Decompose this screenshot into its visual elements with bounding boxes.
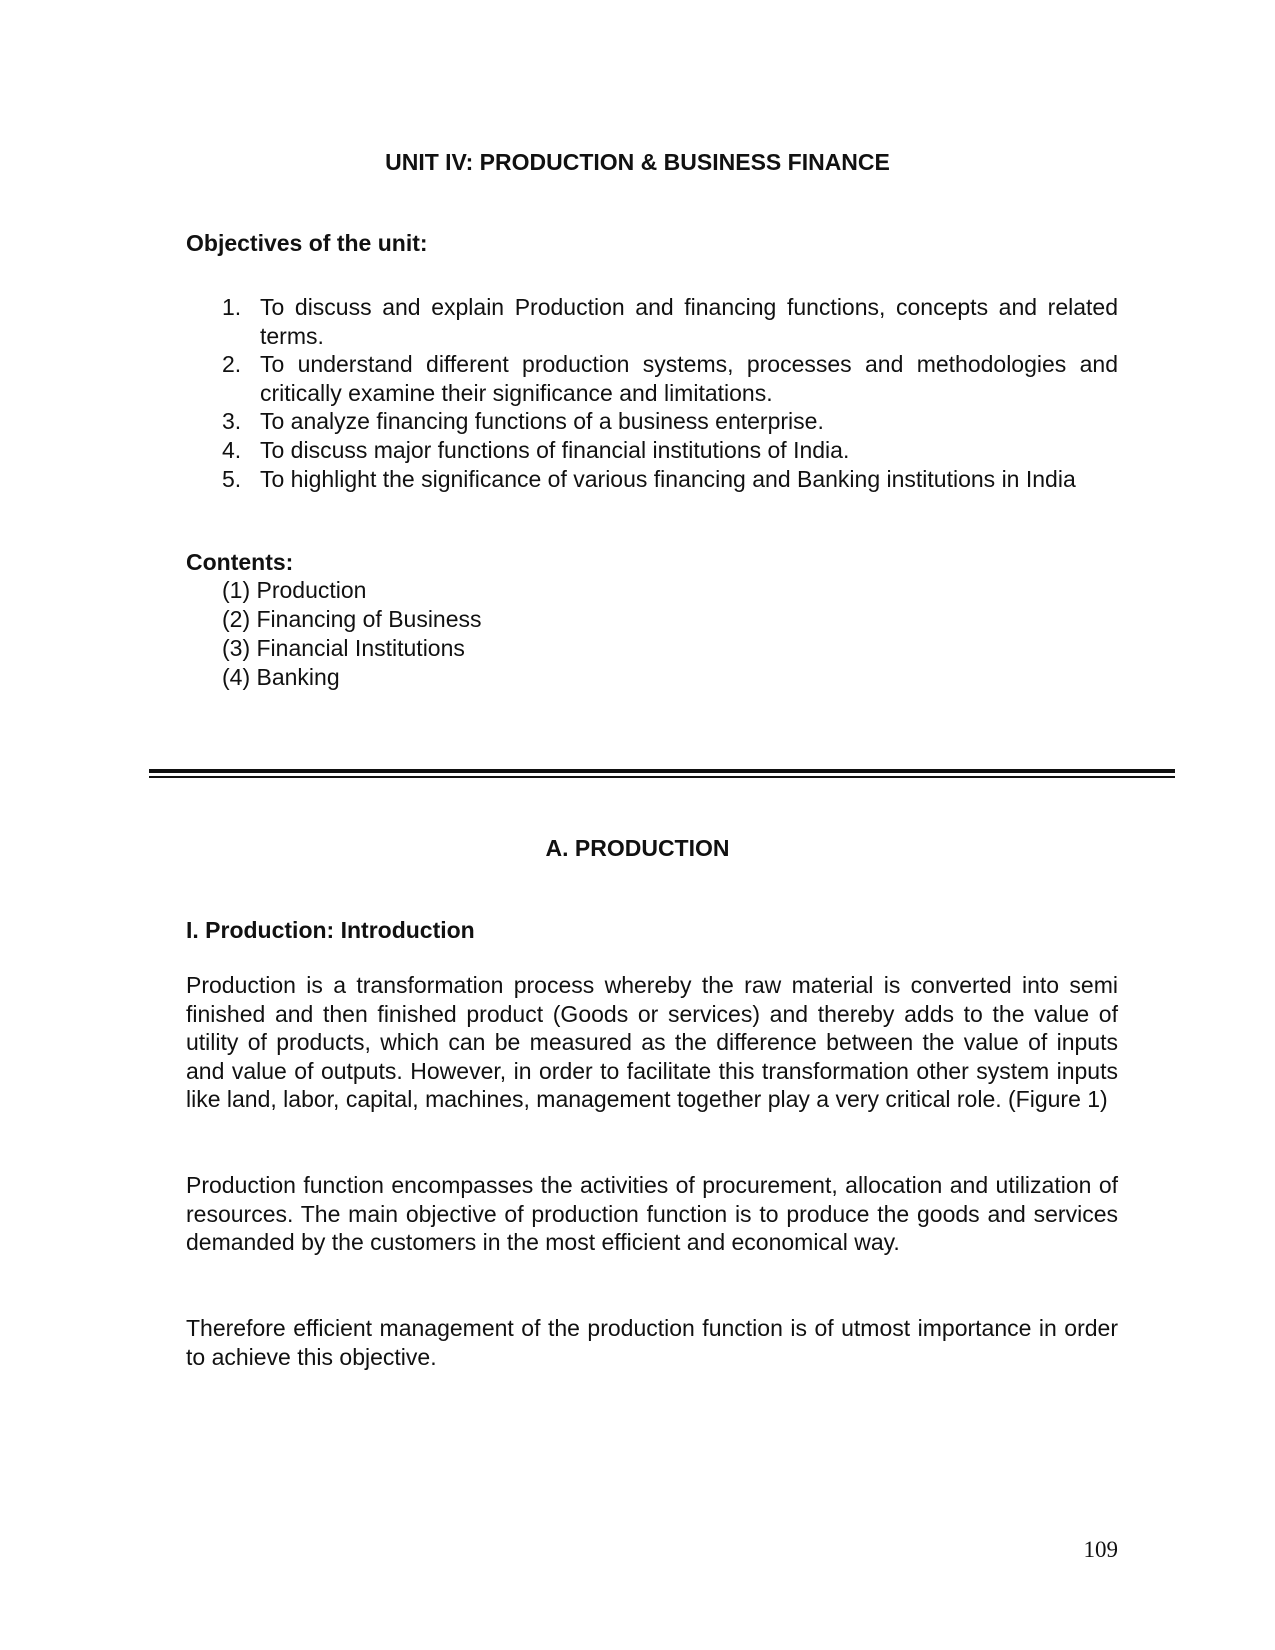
- section-divider-thick: [149, 769, 1175, 773]
- contents-heading: Contents:: [186, 549, 294, 575]
- body-paragraph: Therefore efficient management of the production function is of utmost importance in order to achieve this objective.: [186, 1315, 1118, 1370]
- objective-text: To discuss and explain Production and financing functions, concepts and related terms.: [260, 294, 1118, 349]
- objective-number: 5.: [222, 465, 242, 492]
- objective-text: To understand different production systems, processes and methodologies and critically examine their significance and limitations.: [260, 351, 1118, 406]
- objectives-list: [222, 293, 1118, 493]
- objective-item: [222, 350, 1118, 407]
- objective-number: 3.: [222, 408, 242, 435]
- section-subheading: I. Production: Introduction: [186, 917, 475, 943]
- contents-item: (2) Financing of Business: [222, 606, 482, 632]
- page-number: 109: [1083, 1537, 1118, 1562]
- contents-item: (1) Production: [222, 577, 367, 603]
- contents-item: (3) Financial Institutions: [222, 635, 465, 661]
- body-paragraph: Production is a transformation process whereby the raw material is converted into semi finished and then finished product (Goods or services) and thereby adds to the value of utility of products, which can be measured as the difference between the value of inputs and value of outputs. However, in order to facilitate this transformation other system inputs like land, labor, capital, machines, management together play a very critical role. (Figure 1): [186, 972, 1118, 1113]
- objective-item: [222, 436, 1118, 465]
- body-paragraph: Production function encompasses the activities of procurement, allocation and utilization of resources. The main objective of production function is to produce the goods and services demanded by the customers in the most efficient and economical way.: [186, 1172, 1118, 1256]
- objective-item: [222, 465, 1118, 494]
- contents-item: (4) Banking: [222, 664, 340, 690]
- objective-number: 1.: [222, 294, 242, 320]
- contents-list: [222, 576, 482, 692]
- objective-item: [222, 407, 1118, 436]
- objectives-heading: Objectives of the unit:: [186, 230, 428, 256]
- objective-item: [222, 293, 1118, 350]
- section-title: A. PRODUCTION: [545, 835, 730, 861]
- objective-text: To discuss major functions of financial institutions of India.: [260, 436, 850, 463]
- section-divider-thin: [149, 776, 1175, 778]
- objective-text: To analyze financing functions of a business enterprise.: [260, 408, 824, 435]
- objective-text: To highlight the significance of various financing and Banking institutions in India: [260, 465, 1076, 492]
- objective-number: 2.: [222, 351, 242, 378]
- unit-title: UNIT IV: PRODUCTION & BUSINESS FINANCE: [385, 149, 890, 175]
- objective-number: 4.: [222, 436, 242, 463]
